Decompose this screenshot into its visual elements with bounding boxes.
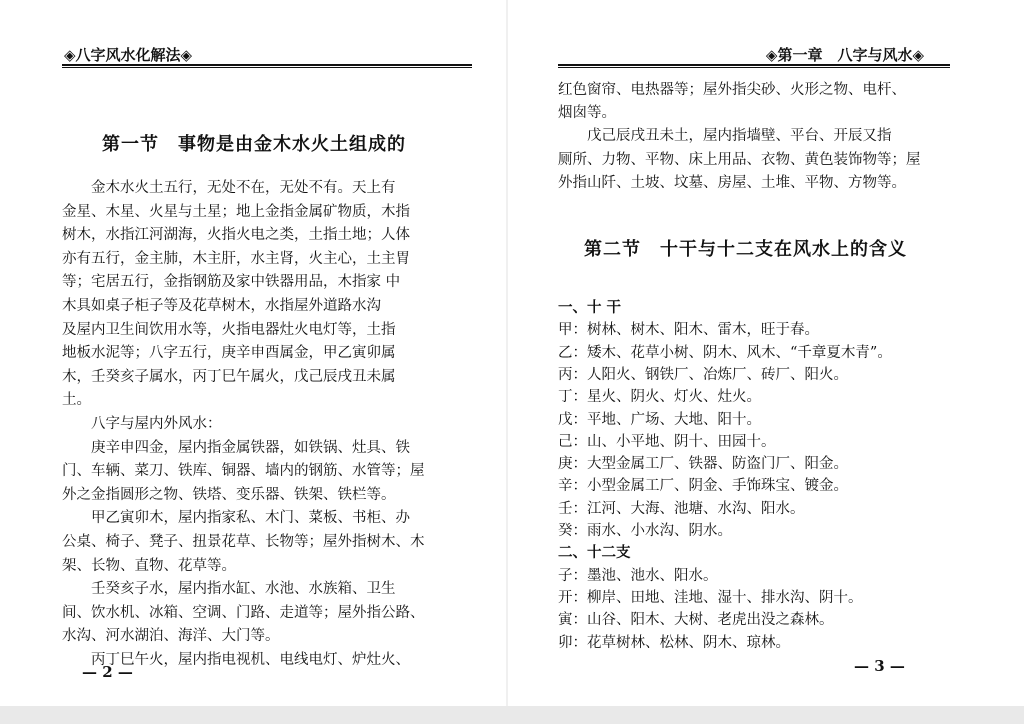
list-line: 丁：星火、阴火、灯火、灶火。 bbox=[558, 389, 761, 406]
text-line: 丙丁巳午火，屋内指电视机、电线电灯、炉灶火、 bbox=[62, 652, 410, 668]
list-line: 甲：树林、树木、阳木、雷木，旺于春。 bbox=[558, 322, 819, 339]
list-line: 壬：江河、大海、池塘、水沟、阳水。 bbox=[558, 500, 805, 517]
header-rule-thin bbox=[62, 67, 472, 68]
text-line: 红色窗帘、电热器等；屋外指尖砂、火形之物、电杆、 bbox=[558, 82, 906, 98]
text-line: 木具如桌子柜子等及花草树木，水指屋外道路水沟 bbox=[62, 298, 381, 314]
list-line: 庚：大型金属工厂、铁器、防盗门厂、阳金。 bbox=[558, 456, 848, 473]
text-line: 甲乙寅卯木，屋内指家私、木门、菜板、书柜、办 bbox=[62, 510, 410, 527]
text-line: 金星、木星、火星与土星；地上金指金属矿物质，木指 bbox=[62, 203, 410, 220]
text-line: 土。 bbox=[62, 392, 91, 409]
text-line: 木，壬癸亥子属水，丙丁巳午属火，戊己辰戌丑未属 bbox=[62, 368, 396, 385]
list-line: 丙：人阳火、钢铁厂、冶炼厂、砖厂、阳火。 bbox=[558, 366, 848, 383]
running-header: ◈八字风水化解法◈ bbox=[64, 46, 193, 64]
text-line: 外指山阡、土坡、坟墓、房屋、土堆、平物、方物等。 bbox=[558, 174, 906, 191]
list-line: 一、十 干 bbox=[558, 299, 622, 316]
text-line: 等；宅居五行，金指钢筋及家中铁器用品，木指家 中 bbox=[62, 274, 401, 291]
text-line: 架、长物、直物、花草等。 bbox=[62, 557, 236, 574]
running-header: ◈第一章 八字与风水◈ bbox=[765, 46, 924, 64]
text-line: 厕所、力物、平物、床上用品、衣物、黄色装饰物等；屋 bbox=[558, 151, 921, 168]
header-rule bbox=[558, 64, 950, 66]
text-line: 壬癸亥子水，屋内指水缸、水池、水族箱、卫生 bbox=[62, 581, 396, 598]
text-line: 外之金指圆形之物、铁塔、变乐器、铁架、铁栏等。 bbox=[62, 486, 396, 503]
text-line: 地板水泥等；八字五行，庚辛申酉属金，甲乙寅卯属 bbox=[62, 345, 396, 362]
text-line: 公桌、椅子、凳子、扭景花草、长物等；屋外指树木、木 bbox=[62, 534, 425, 550]
list-line: 卯：花草树林、松林、阴木、琼林。 bbox=[558, 634, 790, 651]
list-line: 戊：平地、广场、大地、阳十。 bbox=[558, 411, 761, 428]
text-line: 亦有五行，金主肺，木主肝，水主肾，火主心，土主胃 bbox=[62, 250, 410, 267]
right-page bbox=[512, 0, 1024, 724]
text-line: 树木，水指江河湖海，火指火电之类，土指土地；人体 bbox=[62, 227, 410, 244]
list-line: 癸：雨水、小水沟、阴水。 bbox=[558, 523, 732, 539]
text-line: 戊己辰戌丑未土，屋内指墙壁、平台、开辰又指 bbox=[558, 128, 892, 145]
scan-bottom-edge bbox=[0, 706, 1024, 724]
section-title: 第二节 十干与十二支在风水上的含义 bbox=[584, 239, 907, 260]
header-rule-thin bbox=[558, 67, 950, 68]
text-line: 间、饮水机、冰箱、空调、门路、走道等；屋外指公路、 bbox=[62, 604, 425, 621]
text-line: 金木水火土五行，无处不在，无处不有。天上有 bbox=[62, 180, 396, 196]
list-line: 开：柳岸、田地、洼地、湿十、排水沟、阴十。 bbox=[558, 589, 863, 606]
text-line: 水沟、河水湖泊、海洋、大门等。 bbox=[62, 628, 280, 645]
text-line: 及屋内卫生间饮用水等，火指电器灶火电灯等，土指 bbox=[62, 321, 396, 338]
text-line: 庚辛申四金，屋内指金属铁器，如铁锅、灶具、铁 bbox=[62, 439, 410, 456]
page-number: — 2 — bbox=[82, 663, 133, 681]
list-line: 二、十二支 bbox=[558, 544, 631, 562]
section-title: 第一节 事物是由金木水火土组成的 bbox=[102, 134, 406, 155]
page-number: — 3 — bbox=[854, 657, 905, 675]
list-line: 辛：小型金属工厂、阴金、手饰珠宝、镀金。 bbox=[558, 478, 848, 495]
list-line: 乙：矮木、花草小树、阴木、风木、“千章夏木青”。 bbox=[558, 344, 892, 361]
list-line: 己：山、小平地、阴十、田园十。 bbox=[558, 433, 776, 450]
text-line: 门、车辆、菜刀、铁库、铜器、墙内的钢筋、水管等；屋 bbox=[62, 463, 425, 480]
list-line: 子：墨池、池水、阳水。 bbox=[558, 567, 718, 584]
text-line: 烟囱等。 bbox=[558, 105, 616, 122]
header-rule bbox=[62, 64, 472, 66]
text-line: 八字与屋内外风水： bbox=[62, 416, 222, 432]
list-line: 寅：山谷、阳木、大树、老虎出没之森林。 bbox=[558, 612, 834, 629]
